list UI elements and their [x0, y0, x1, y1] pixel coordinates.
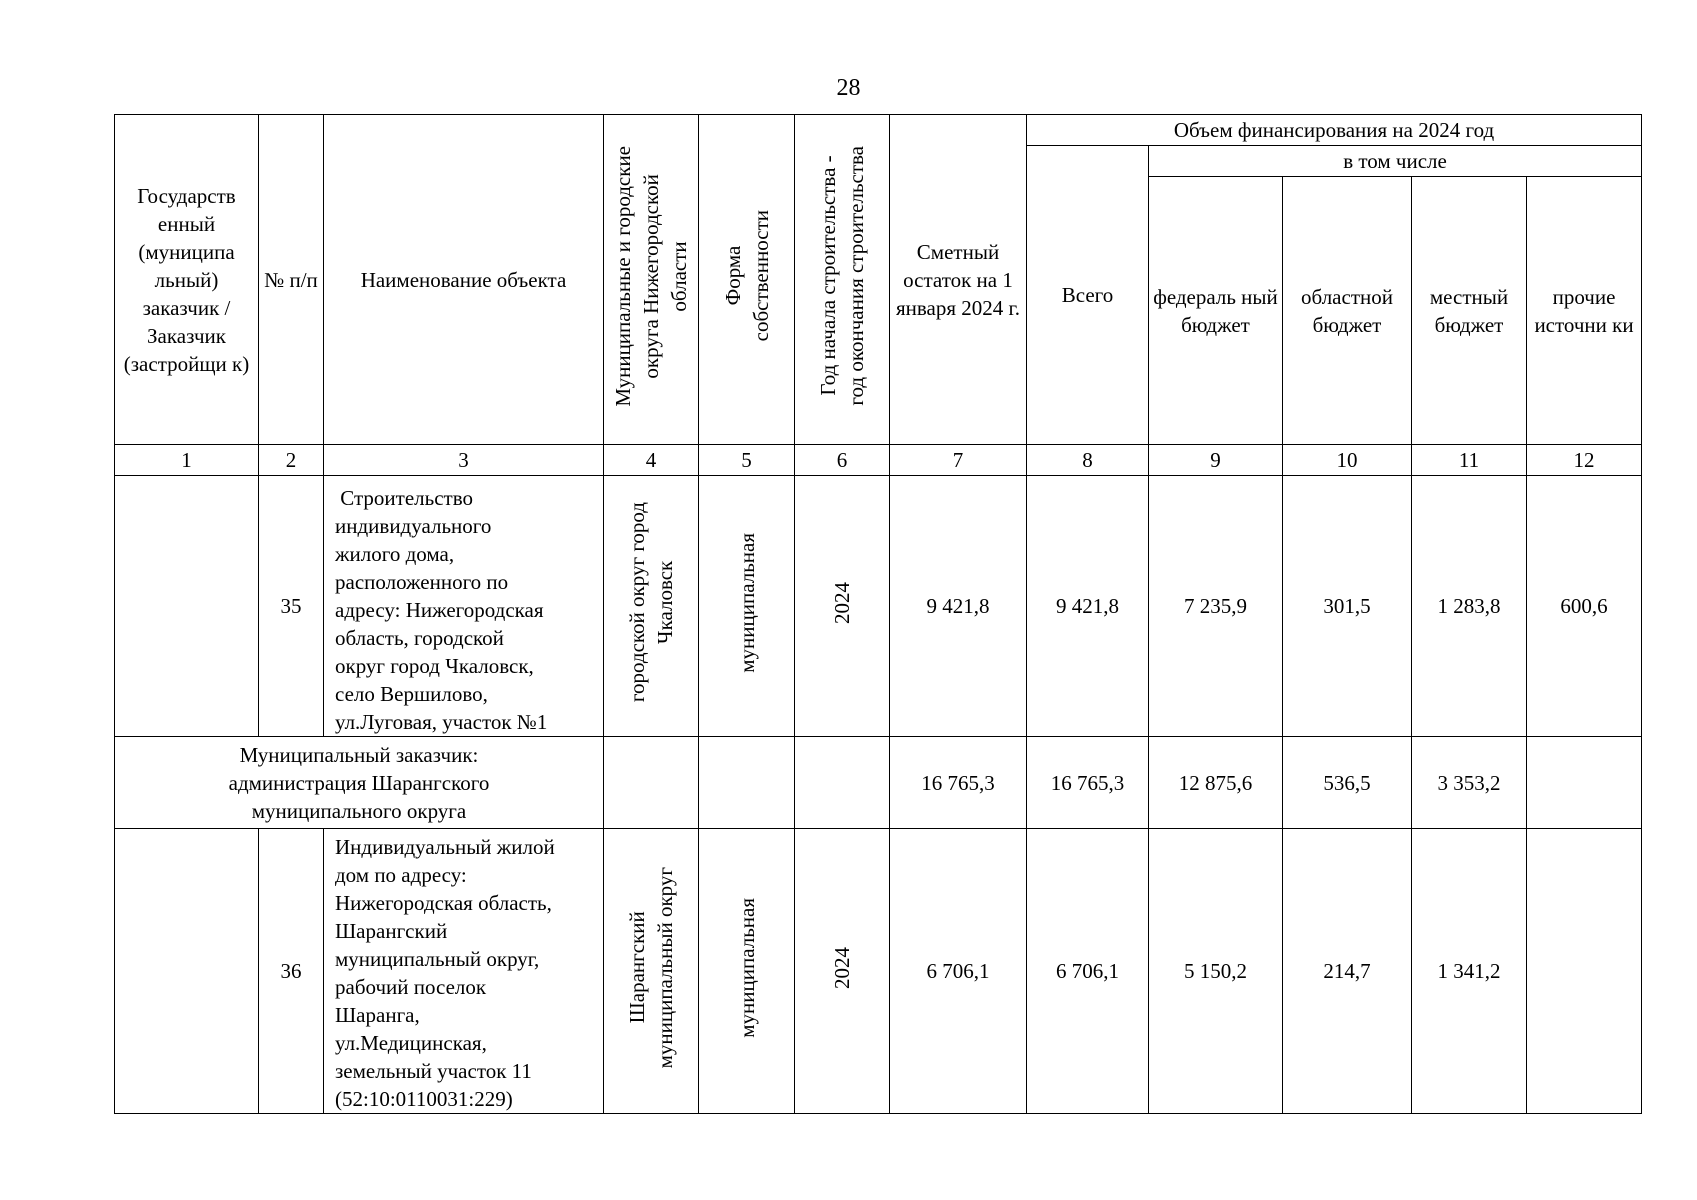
column-number: 3 [324, 445, 604, 476]
header-number: № п/п [259, 115, 324, 445]
column-number: 1 [115, 445, 259, 476]
row-regional: 214,7 [1283, 829, 1412, 1114]
header-total: Всего [1027, 146, 1149, 445]
row-object-name: Индивидуальный жилой дом по адресу: Нижегородская область, Шарангский муниципальный округ, рабочий поселок Шаранга, ул.Медицинская, земельный участок 11 (52:10:0110031:229) [324, 829, 604, 1114]
row-local: 1 341,2 [1412, 829, 1527, 1114]
row-other: 600,6 [1527, 476, 1642, 737]
header-municipality-text: Муниципальные и городские округа Нижегородской области [611, 145, 691, 407]
row-estimate-balance: 6 706,1 [890, 829, 1027, 1114]
header-other: прочие источни ки [1527, 177, 1642, 445]
column-number: 11 [1412, 445, 1527, 476]
subtotal-label: Муниципальный заказчик: администрация Шарангского муниципального округа [115, 737, 604, 829]
header-local: местный бюджет [1412, 177, 1527, 445]
row-total: 6 706,1 [1027, 829, 1149, 1114]
row-ownership [699, 476, 795, 737]
table-row [115, 476, 1642, 737]
header-including: в том числе [1149, 146, 1642, 177]
subtotal-years [795, 737, 890, 829]
column-number: 6 [795, 445, 890, 476]
financing-table [114, 114, 1642, 1114]
row-customer [115, 829, 259, 1114]
header-object-name: Наименование объекта [324, 115, 604, 445]
row-municipality-text: городской округ город Чкаловск [625, 502, 677, 703]
column-number: 12 [1527, 445, 1642, 476]
row-other [1527, 829, 1642, 1114]
subtotal-federal: 12 875,6 [1149, 737, 1283, 829]
row-federal: 7 235,9 [1149, 476, 1283, 737]
subtotal-total: 16 765,3 [1027, 737, 1149, 829]
header-years-text: Год начала строительства - год окончания строительства [816, 146, 868, 406]
row-customer [115, 476, 259, 737]
row-municipality [604, 476, 699, 737]
header-row-1 [115, 115, 1642, 146]
row-local: 1 283,8 [1412, 476, 1527, 737]
header-estimate-balance: Сметный остаток на 1 января 2024 г. [890, 115, 1027, 445]
header-years [795, 115, 890, 445]
row-number: 36 [259, 829, 324, 1114]
header-regional: областной бюджет [1283, 177, 1412, 445]
row-object-name: Строительство индивидуального жилого дома, расположенного по адресу: Нижегородская область, городской округ город Чкаловск, село Вершилово, ул.Луговая, участок №1 [324, 476, 604, 737]
column-number: 4 [604, 445, 699, 476]
column-number: 7 [890, 445, 1027, 476]
table-row [115, 829, 1642, 1114]
header-financing-title: Объем финансирования на 2024 год [1027, 115, 1642, 146]
row-municipality-text: Шарангский муниципальный округ [625, 866, 677, 1069]
header-ownership-text: Форма собственности [720, 210, 773, 342]
header-customer: Государств енный (муниципа льный) заказчик / Заказчик (застройщи к) [115, 115, 259, 445]
column-number: 5 [699, 445, 795, 476]
row-years-text: 2024 [830, 581, 854, 624]
header-federal: федераль ный бюджет [1149, 177, 1283, 445]
subtotal-row [115, 737, 1642, 829]
row-regional: 301,5 [1283, 476, 1412, 737]
row-total: 9 421,8 [1027, 476, 1149, 737]
row-years [795, 829, 890, 1114]
subtotal-ownership [699, 737, 795, 829]
column-number: 8 [1027, 445, 1149, 476]
subtotal-local: 3 353,2 [1412, 737, 1527, 829]
subtotal-regional: 536,5 [1283, 737, 1412, 829]
row-number: 35 [259, 476, 324, 737]
subtotal-other [1527, 737, 1642, 829]
subtotal-estimate-balance: 16 765,3 [890, 737, 1027, 829]
row-ownership-text: муниципальная [734, 532, 759, 673]
column-number: 9 [1149, 445, 1283, 476]
row-federal: 5 150,2 [1149, 829, 1283, 1114]
row-years [795, 476, 890, 737]
row-ownership [699, 829, 795, 1114]
row-estimate-balance: 9 421,8 [890, 476, 1027, 737]
column-number: 2 [259, 445, 324, 476]
row-ownership-text: муниципальная [734, 897, 759, 1038]
header-municipality [604, 115, 699, 445]
header-ownership [699, 115, 795, 445]
column-numbers-row [115, 445, 1642, 476]
subtotal-municipality [604, 737, 699, 829]
row-years-text: 2024 [830, 946, 854, 989]
row-municipality [604, 829, 699, 1114]
page-number: 28 [836, 75, 861, 101]
column-number: 10 [1283, 445, 1412, 476]
